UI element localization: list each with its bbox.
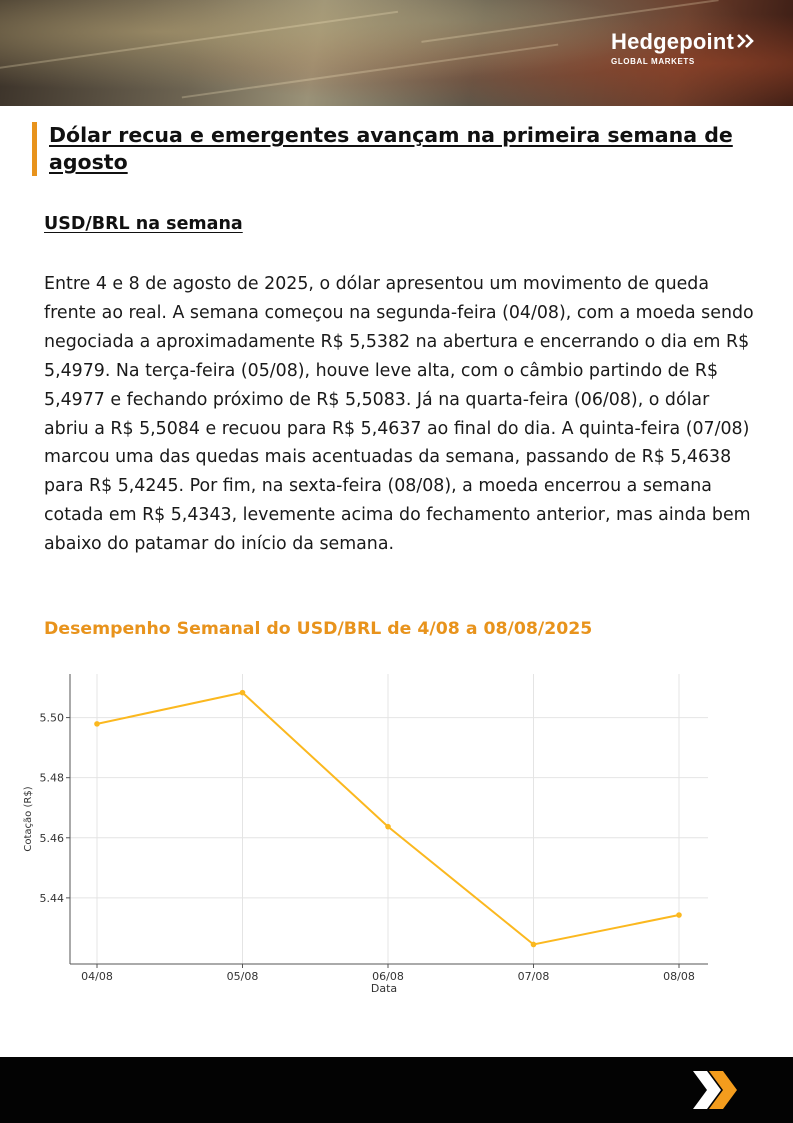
y-tick-label: 5.50 (39, 711, 64, 725)
title-block (32, 122, 779, 176)
x-tick-label: 06/08 (372, 970, 404, 983)
page-title: Dólar recua e emergentes avançam na primeira semana de agosto (49, 123, 733, 174)
footer-bar (0, 1057, 793, 1123)
data-point (240, 690, 246, 696)
double-chevron-icon (737, 34, 755, 48)
brand-logo (611, 30, 755, 66)
line-chart (0, 660, 793, 1000)
chart-container (0, 660, 793, 1000)
data-point (676, 912, 682, 918)
y-axis-label: Cotação (R$) (23, 786, 34, 852)
y-tick-label: 5.44 (39, 891, 64, 905)
logo-tagline: GLOBAL MARKETS (611, 57, 695, 66)
x-tick-label: 07/08 (517, 970, 550, 983)
x-axis-label: Data (370, 982, 398, 995)
chart-heading: Desempenho Semanal do USD/BRL de 4/08 a 08/08/2025 (44, 619, 593, 639)
x-tick-label: 05/08 (226, 970, 259, 983)
data-point (531, 942, 537, 948)
logo-wordmark: Hedgepoint (611, 30, 755, 54)
section-subtitle: USD/BRL na semana (44, 214, 243, 234)
x-tick-label: 08/08 (663, 970, 695, 983)
data-point (94, 721, 100, 727)
x-tick-label: 04/08 (81, 970, 113, 983)
y-tick-label: 5.48 (39, 771, 64, 785)
double-chevron-icon (691, 1069, 739, 1111)
y-tick-label: 5.46 (39, 831, 64, 845)
header-banner (0, 0, 793, 106)
body-paragraph: Entre 4 e 8 de agosto de 2025, o dólar apresentou um movimento de queda frente ao real. A semana começou na segunda-feira (04/08), com a moeda sendo negociada a aproximadamente R$ 5,5382 na abertura e encerrando o dia em R$ 5,4979. Na terça-feira (05/08), houve leve alta, com o câmbio partindo de R$ 5,4977 e fechando próximo de R$ 5,5083. Já na quarta-feira (06/08), o dólar abriu a R$ 5,5084 e recuou para R$ 5,4637 ao final do dia. A quinta-feira (07/08) marcou uma das quedas mais acentuadas da semana, passando de R$ 5,4638 para R$ 5,4245. Por fim, na sexta-feira (08/08), a moeda encerrou a semana cotada em R$ 5,4343, levemente acima do fechamento anterior, mas ainda bem abaixo do patamar do início da semana. (44, 274, 754, 555)
data-point (385, 824, 391, 830)
